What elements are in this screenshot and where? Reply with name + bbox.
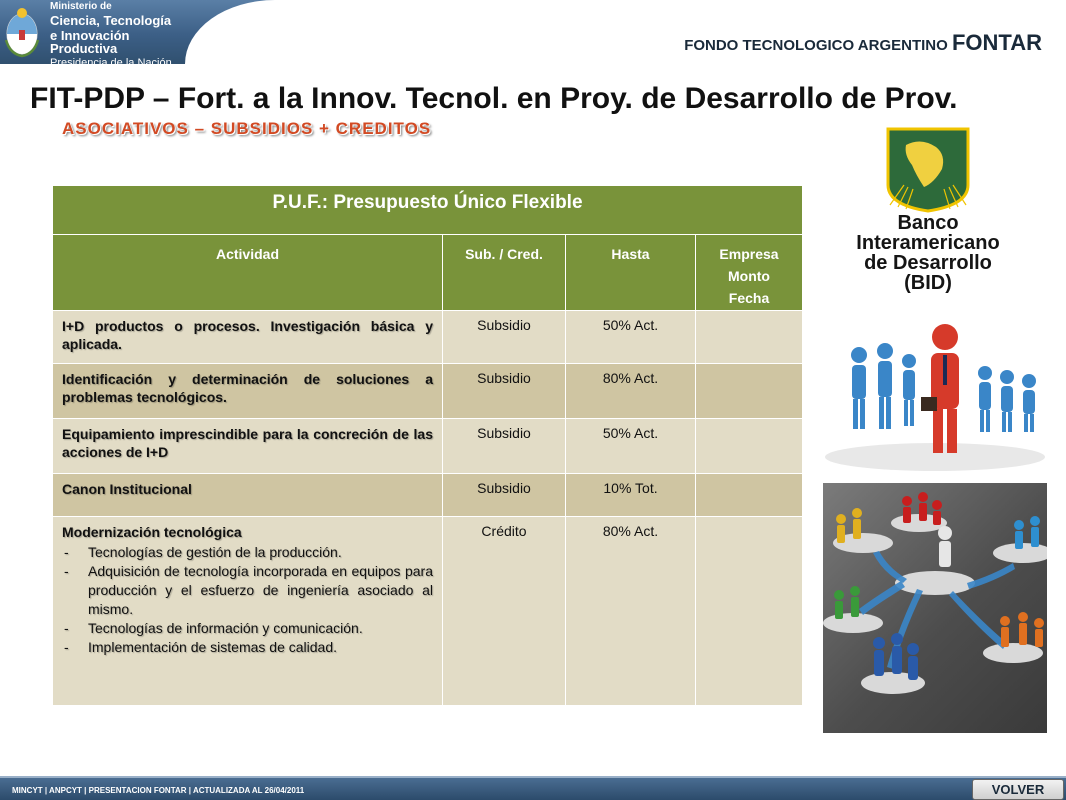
row-tipo: Subsidio [443, 474, 566, 517]
row-hasta: 80% Act. [566, 517, 696, 706]
row-tipo: Subsidio [443, 364, 566, 419]
ministry-line3: e Innovación Productiva [50, 28, 130, 56]
row-tipo: Subsidio [443, 311, 566, 364]
ministry-logo [0, 0, 185, 69]
bid-line4: (BID) [904, 272, 952, 294]
table-row [53, 311, 803, 364]
row-tipo: Subsidio [443, 419, 566, 474]
list-item: - Implementación de sistemas de calidad. [62, 638, 433, 657]
list-item: - Tecnologías de información y comunicación. [62, 619, 433, 638]
row-actividad: I+D productos o procesos. Investigación básica y aplicada. [53, 311, 443, 364]
row-actividad: Equipamiento imprescindible para la concreción de las acciones de I+D [53, 419, 443, 474]
row-actividad: Canon Institucional [53, 474, 443, 517]
row-empresa [696, 474, 803, 517]
footer-text: MINCYT | ANPCYT | PRESENTACION FONTAR | ACTUALIZADA AL 26/04/2011 [12, 786, 305, 795]
row-actividad-modernizacion [53, 517, 443, 706]
row-tipo: Crédito [443, 517, 566, 706]
business-people-image [823, 315, 1047, 475]
bid-line1: Banco [897, 212, 959, 234]
argentina-seal-icon [4, 4, 40, 58]
bid-line3: de Desarrollo [864, 252, 992, 274]
page-title: FIT-PDP – Fort. a la Innov. Tecnol. en Proy. de Desarrollo de Prov. [30, 82, 958, 115]
bid-line2: Interamericano [856, 232, 1000, 254]
modernizacion-list [62, 543, 433, 657]
header-sub-cred: Sub. / Cred. [443, 235, 566, 311]
row-hasta: 50% Act. [566, 311, 696, 364]
table-row [53, 474, 803, 517]
header-empresa-monto-fecha [696, 235, 803, 311]
row-hasta: 50% Act. [566, 419, 696, 474]
header-actividad: Actividad [53, 235, 443, 311]
row-hasta: 80% Act. [566, 364, 696, 419]
fondo-prefix: FONDO TECNOLOGICO ARGENTINO [684, 37, 948, 54]
bid-name [830, 213, 1026, 293]
header-hasta: Hasta [566, 235, 696, 311]
list-item: - Adquisición de tecnología incorporada en equipos para producción y el esfuerzo de ingeniería asociado al mismo. [62, 562, 433, 619]
header-monto: Monto [728, 268, 770, 284]
header-empresa: Empresa [719, 246, 779, 262]
row-empresa [696, 517, 803, 706]
table-row [53, 419, 803, 474]
business-people-icon [823, 315, 1047, 475]
ministry-line2: Ciencia, Tecnología [50, 13, 172, 28]
table-row [53, 517, 803, 706]
ministry-line4: Presidencia de la Nación [50, 57, 172, 69]
ministry-line1: Ministerio de [50, 1, 112, 12]
list-item: - Tecnologías de gestión de la producción. [62, 543, 433, 562]
network-people-image [823, 483, 1047, 733]
network-icon [823, 483, 1047, 733]
fondo-label [684, 30, 1042, 56]
row-empresa [696, 419, 803, 474]
header-fecha: Fecha [728, 290, 770, 306]
table-header-row [53, 235, 803, 311]
row-actividad: Modernización tecnológica [62, 524, 242, 540]
row-empresa [696, 311, 803, 364]
table-row [53, 364, 803, 419]
ministry-name [50, 2, 185, 69]
row-actividad: Identificación y determinación de soluciones a problemas tecnológicos. [53, 364, 443, 419]
table-caption: P.U.F.: Presupuesto Único Flexible [53, 186, 803, 235]
fondo-brand: FONTAR [951, 30, 1042, 55]
volver-button[interactable]: VOLVER [972, 779, 1064, 800]
page-subtitle: ASOCIATIVOS – SUBSIDIOS + CREDITOS [62, 119, 432, 138]
puf-table [52, 185, 803, 706]
row-hasta: 10% Tot. [566, 474, 696, 517]
row-empresa [696, 364, 803, 419]
